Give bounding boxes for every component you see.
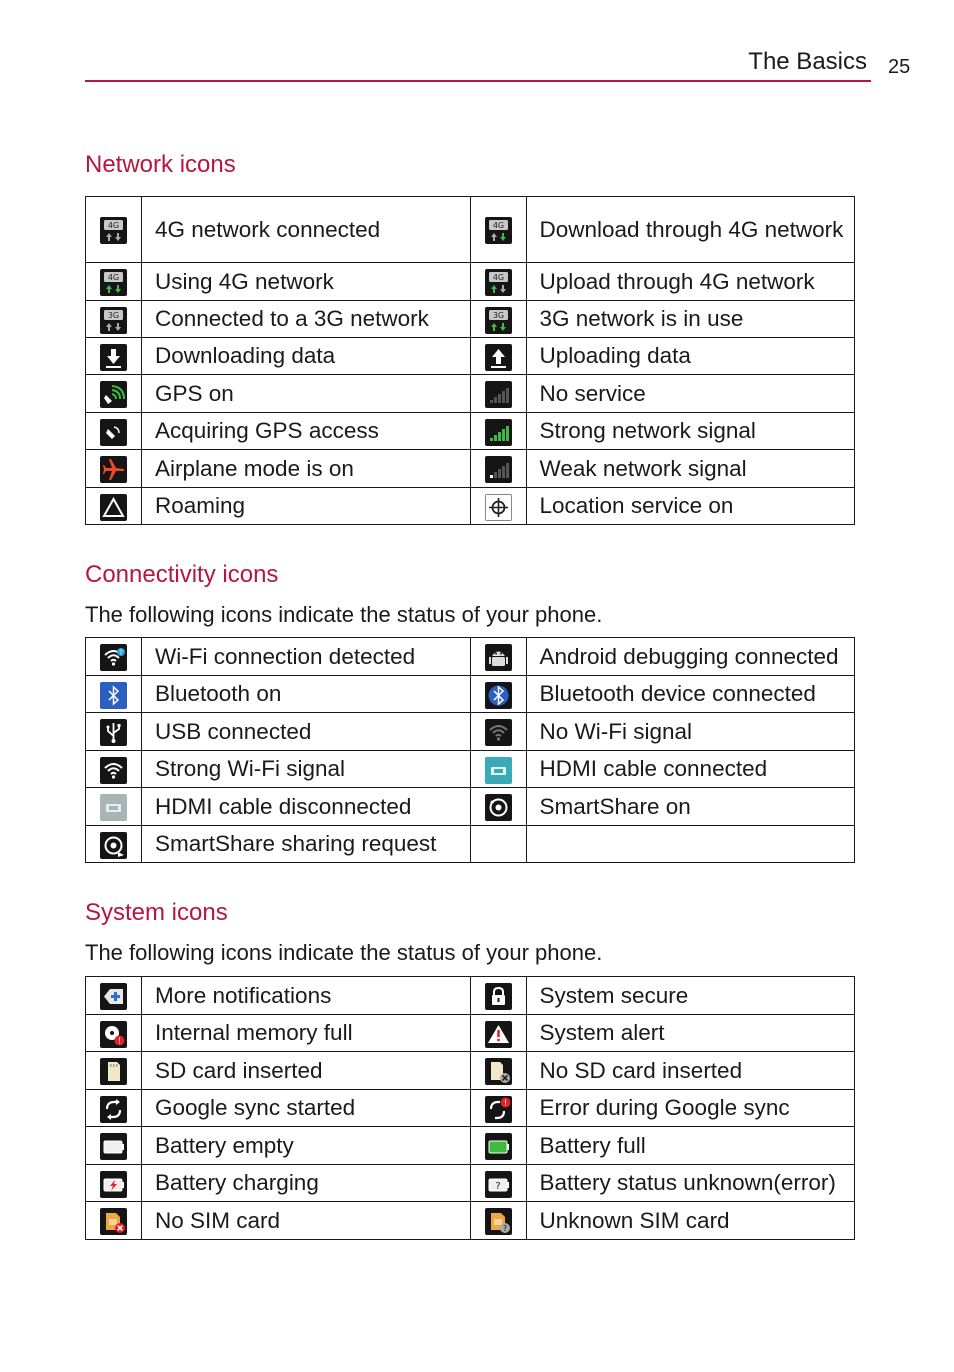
- icon-description: Bluetooth device connected: [526, 676, 855, 713]
- battery-empty-icon: [100, 1133, 127, 1160]
- svg-text:?: ?: [119, 648, 123, 657]
- icon-description: GPS on: [142, 375, 471, 413]
- usb-icon: [100, 719, 127, 746]
- bluetooth-on-icon: [100, 682, 127, 709]
- icon-cell: [86, 638, 142, 676]
- icon-description: Strong Wi-Fi signal: [142, 751, 471, 788]
- 3g-in-use-icon: [485, 307, 512, 334]
- icon-cell: [470, 713, 526, 751]
- icon-description: Airplane mode is on: [142, 450, 471, 488]
- icon-description: Battery status unknown(error): [526, 1165, 855, 1202]
- battery-unknown-icon: [485, 1171, 512, 1198]
- icon-cell: [470, 1127, 526, 1165]
- roaming-icon: [100, 494, 127, 521]
- icon-description: SmartShare sharing request: [142, 826, 471, 863]
- table-row: [86, 1090, 855, 1127]
- gps-acquiring-icon: [100, 419, 127, 446]
- icon-cell: [86, 713, 142, 751]
- icon-cell: [86, 1127, 142, 1165]
- smartshare-request-icon: [100, 832, 127, 859]
- icon-cell: [86, 751, 142, 788]
- table-row: [86, 301, 855, 338]
- sync-error-icon: [485, 1096, 512, 1123]
- icon-description: Location service on: [526, 488, 855, 525]
- icon-description: Uploading data: [526, 338, 855, 375]
- icon-cell: [470, 751, 526, 788]
- wifi-detected-icon: [100, 644, 127, 671]
- icon-cell: [470, 488, 526, 525]
- icon-description: Internal memory full: [142, 1015, 471, 1052]
- download-icon: [100, 344, 127, 371]
- table-row: [86, 713, 855, 751]
- connectivity-icons-table: [85, 637, 855, 863]
- smartshare-icon: [485, 794, 512, 821]
- 4g-upload-icon: [485, 269, 512, 296]
- icon-cell: [470, 413, 526, 450]
- icon-description: Bluetooth on: [142, 676, 471, 713]
- icon-cell: [470, 638, 526, 676]
- icon-description: SD card inserted: [142, 1052, 471, 1090]
- sync-icon: [100, 1096, 127, 1123]
- icon-description: Battery charging: [142, 1165, 471, 1202]
- icon-cell: [470, 338, 526, 375]
- bluetooth-connected-icon: [485, 682, 512, 709]
- 4g-connected-icon: [100, 217, 127, 244]
- svg-text:!: !: [117, 1036, 122, 1046]
- table-row: [86, 788, 855, 826]
- table-row: [86, 263, 855, 301]
- more-notifications-icon: [100, 983, 127, 1010]
- network-icons-table: [85, 196, 855, 525]
- icon-description: No Wi-Fi signal: [526, 713, 855, 751]
- icon-description: 3G network is in use: [526, 301, 855, 338]
- 3g-connected-icon: [100, 307, 127, 334]
- icon-cell: [86, 301, 142, 338]
- table-row: [86, 977, 855, 1015]
- 4g-in-use-icon: [100, 269, 127, 296]
- table-row: [86, 676, 855, 713]
- icon-cell: [86, 977, 142, 1015]
- icon-description: Battery full: [526, 1127, 855, 1165]
- lock-icon: [485, 983, 512, 1010]
- icon-description: 4G network connected: [142, 197, 471, 263]
- table-row: [86, 375, 855, 413]
- battery-charging-icon: [100, 1171, 127, 1198]
- icon-cell: [86, 197, 142, 263]
- icon-cell: [470, 1052, 526, 1090]
- table-row: [86, 1127, 855, 1165]
- page-number: 25: [888, 56, 911, 78]
- svg-text:?: ?: [494, 1180, 501, 1192]
- system-icons-table: [85, 976, 855, 1240]
- connectivity-icons-title: Connectivity icons: [85, 561, 279, 588]
- icon-cell: [86, 413, 142, 450]
- icon-description: More notifications: [142, 977, 471, 1015]
- svg-text:!: !: [503, 1098, 507, 1108]
- icon-description: Using 4G network: [142, 263, 471, 301]
- icon-description: Weak network signal: [526, 450, 855, 488]
- no-sd-card-icon: [485, 1058, 512, 1085]
- icon-description: System alert: [526, 1015, 855, 1052]
- icon-cell: [86, 676, 142, 713]
- icon-description: USB connected: [142, 713, 471, 751]
- table-row: [86, 450, 855, 488]
- strong-signal-icon: [485, 419, 512, 446]
- icon-cell: [86, 826, 142, 863]
- icon-description: HDMI cable connected: [526, 751, 855, 788]
- icon-cell: [470, 1202, 526, 1240]
- icon-description: Strong network signal: [526, 413, 855, 450]
- icon-description: Acquiring GPS access: [142, 413, 471, 450]
- no-wifi-icon: [485, 719, 512, 746]
- icon-description: Battery empty: [142, 1127, 471, 1165]
- location-icon: [485, 494, 512, 521]
- icon-description: Unknown SIM card: [526, 1202, 855, 1240]
- svg-text:4G: 4G: [107, 273, 120, 283]
- svg-text:?: ?: [502, 1224, 507, 1234]
- icon-cell: [86, 1090, 142, 1127]
- icon-cell: [470, 676, 526, 713]
- table-row: [86, 338, 855, 375]
- 4g-download-icon: [485, 217, 512, 244]
- icon-cell: [86, 1165, 142, 1202]
- icon-description: Error during Google sync: [526, 1090, 855, 1127]
- icon-description: No SIM card: [142, 1202, 471, 1240]
- icon-cell: [470, 450, 526, 488]
- android-debug-icon: [485, 644, 512, 671]
- battery-full-icon: [485, 1133, 512, 1160]
- icon-description: System secure: [526, 977, 855, 1015]
- table-row: [86, 488, 855, 525]
- icon-cell: [470, 826, 526, 863]
- table-row: [86, 751, 855, 788]
- table-row: [86, 197, 855, 263]
- icon-cell: [470, 1090, 526, 1127]
- table-row: [86, 826, 855, 863]
- icon-cell: [86, 1052, 142, 1090]
- wifi-strong-icon: [100, 757, 127, 784]
- system-intro: The following icons indicate the status of your phone.: [85, 940, 603, 965]
- hdmi-connected-icon: [485, 757, 512, 784]
- icon-cell: [86, 1015, 142, 1052]
- icon-description: Google sync started: [142, 1090, 471, 1127]
- system-icons-title: System icons: [85, 899, 228, 926]
- icon-cell: [470, 263, 526, 301]
- icon-cell: [470, 197, 526, 263]
- icon-cell: [86, 788, 142, 826]
- icon-cell: [86, 488, 142, 525]
- memory-full-icon: [100, 1021, 127, 1048]
- icon-description: SmartShare on: [526, 788, 855, 826]
- icon-description: Roaming: [142, 488, 471, 525]
- icon-description: Upload through 4G network: [526, 263, 855, 301]
- table-row: [86, 1052, 855, 1090]
- no-sim-icon: [100, 1208, 127, 1235]
- airplane-icon: [100, 456, 127, 483]
- connectivity-intro: The following icons indicate the status of your phone.: [85, 602, 603, 627]
- network-icons-title: Network icons: [85, 151, 236, 178]
- sd-card-icon: [100, 1058, 127, 1085]
- icon-cell: [86, 1202, 142, 1240]
- header-divider: [85, 80, 871, 82]
- icon-cell: [86, 375, 142, 413]
- svg-text:3G: 3G: [107, 310, 120, 320]
- table-row: [86, 1165, 855, 1202]
- icon-cell: [86, 338, 142, 375]
- icon-cell: [86, 450, 142, 488]
- alert-icon: [485, 1021, 512, 1048]
- svg-text:3G: 3G: [492, 310, 504, 320]
- table-row: [86, 413, 855, 450]
- icon-cell: [86, 263, 142, 301]
- icon-cell: [470, 1165, 526, 1202]
- header-title: The Basics: [748, 48, 867, 75]
- icon-description: [526, 826, 855, 863]
- no-service-icon: [485, 381, 512, 408]
- svg-text:4G: 4G: [492, 221, 504, 231]
- icon-description: Download through 4G network: [526, 197, 855, 263]
- icon-description: Connected to a 3G network: [142, 301, 471, 338]
- icon-cell: [470, 977, 526, 1015]
- table-row: [86, 638, 855, 676]
- weak-signal-icon: [485, 456, 512, 483]
- icon-description: Android debugging connected: [526, 638, 855, 676]
- svg-text:4G: 4G: [492, 273, 504, 283]
- icon-cell: [470, 1015, 526, 1052]
- icon-description: No service: [526, 375, 855, 413]
- gps-on-icon: [100, 381, 127, 408]
- svg-text:4G: 4G: [107, 221, 120, 231]
- icon-description: Wi-Fi connection detected: [142, 638, 471, 676]
- icon-cell: [470, 788, 526, 826]
- hdmi-disconnected-icon: [100, 794, 127, 821]
- table-row: [86, 1202, 855, 1240]
- icon-cell: [470, 375, 526, 413]
- icon-description: No SD card inserted: [526, 1052, 855, 1090]
- upload-icon: [485, 344, 512, 371]
- icon-description: HDMI cable disconnected: [142, 788, 471, 826]
- icon-cell: [470, 301, 526, 338]
- icon-description: Downloading data: [142, 338, 471, 375]
- unknown-sim-icon: [485, 1208, 512, 1235]
- table-row: [86, 1015, 855, 1052]
